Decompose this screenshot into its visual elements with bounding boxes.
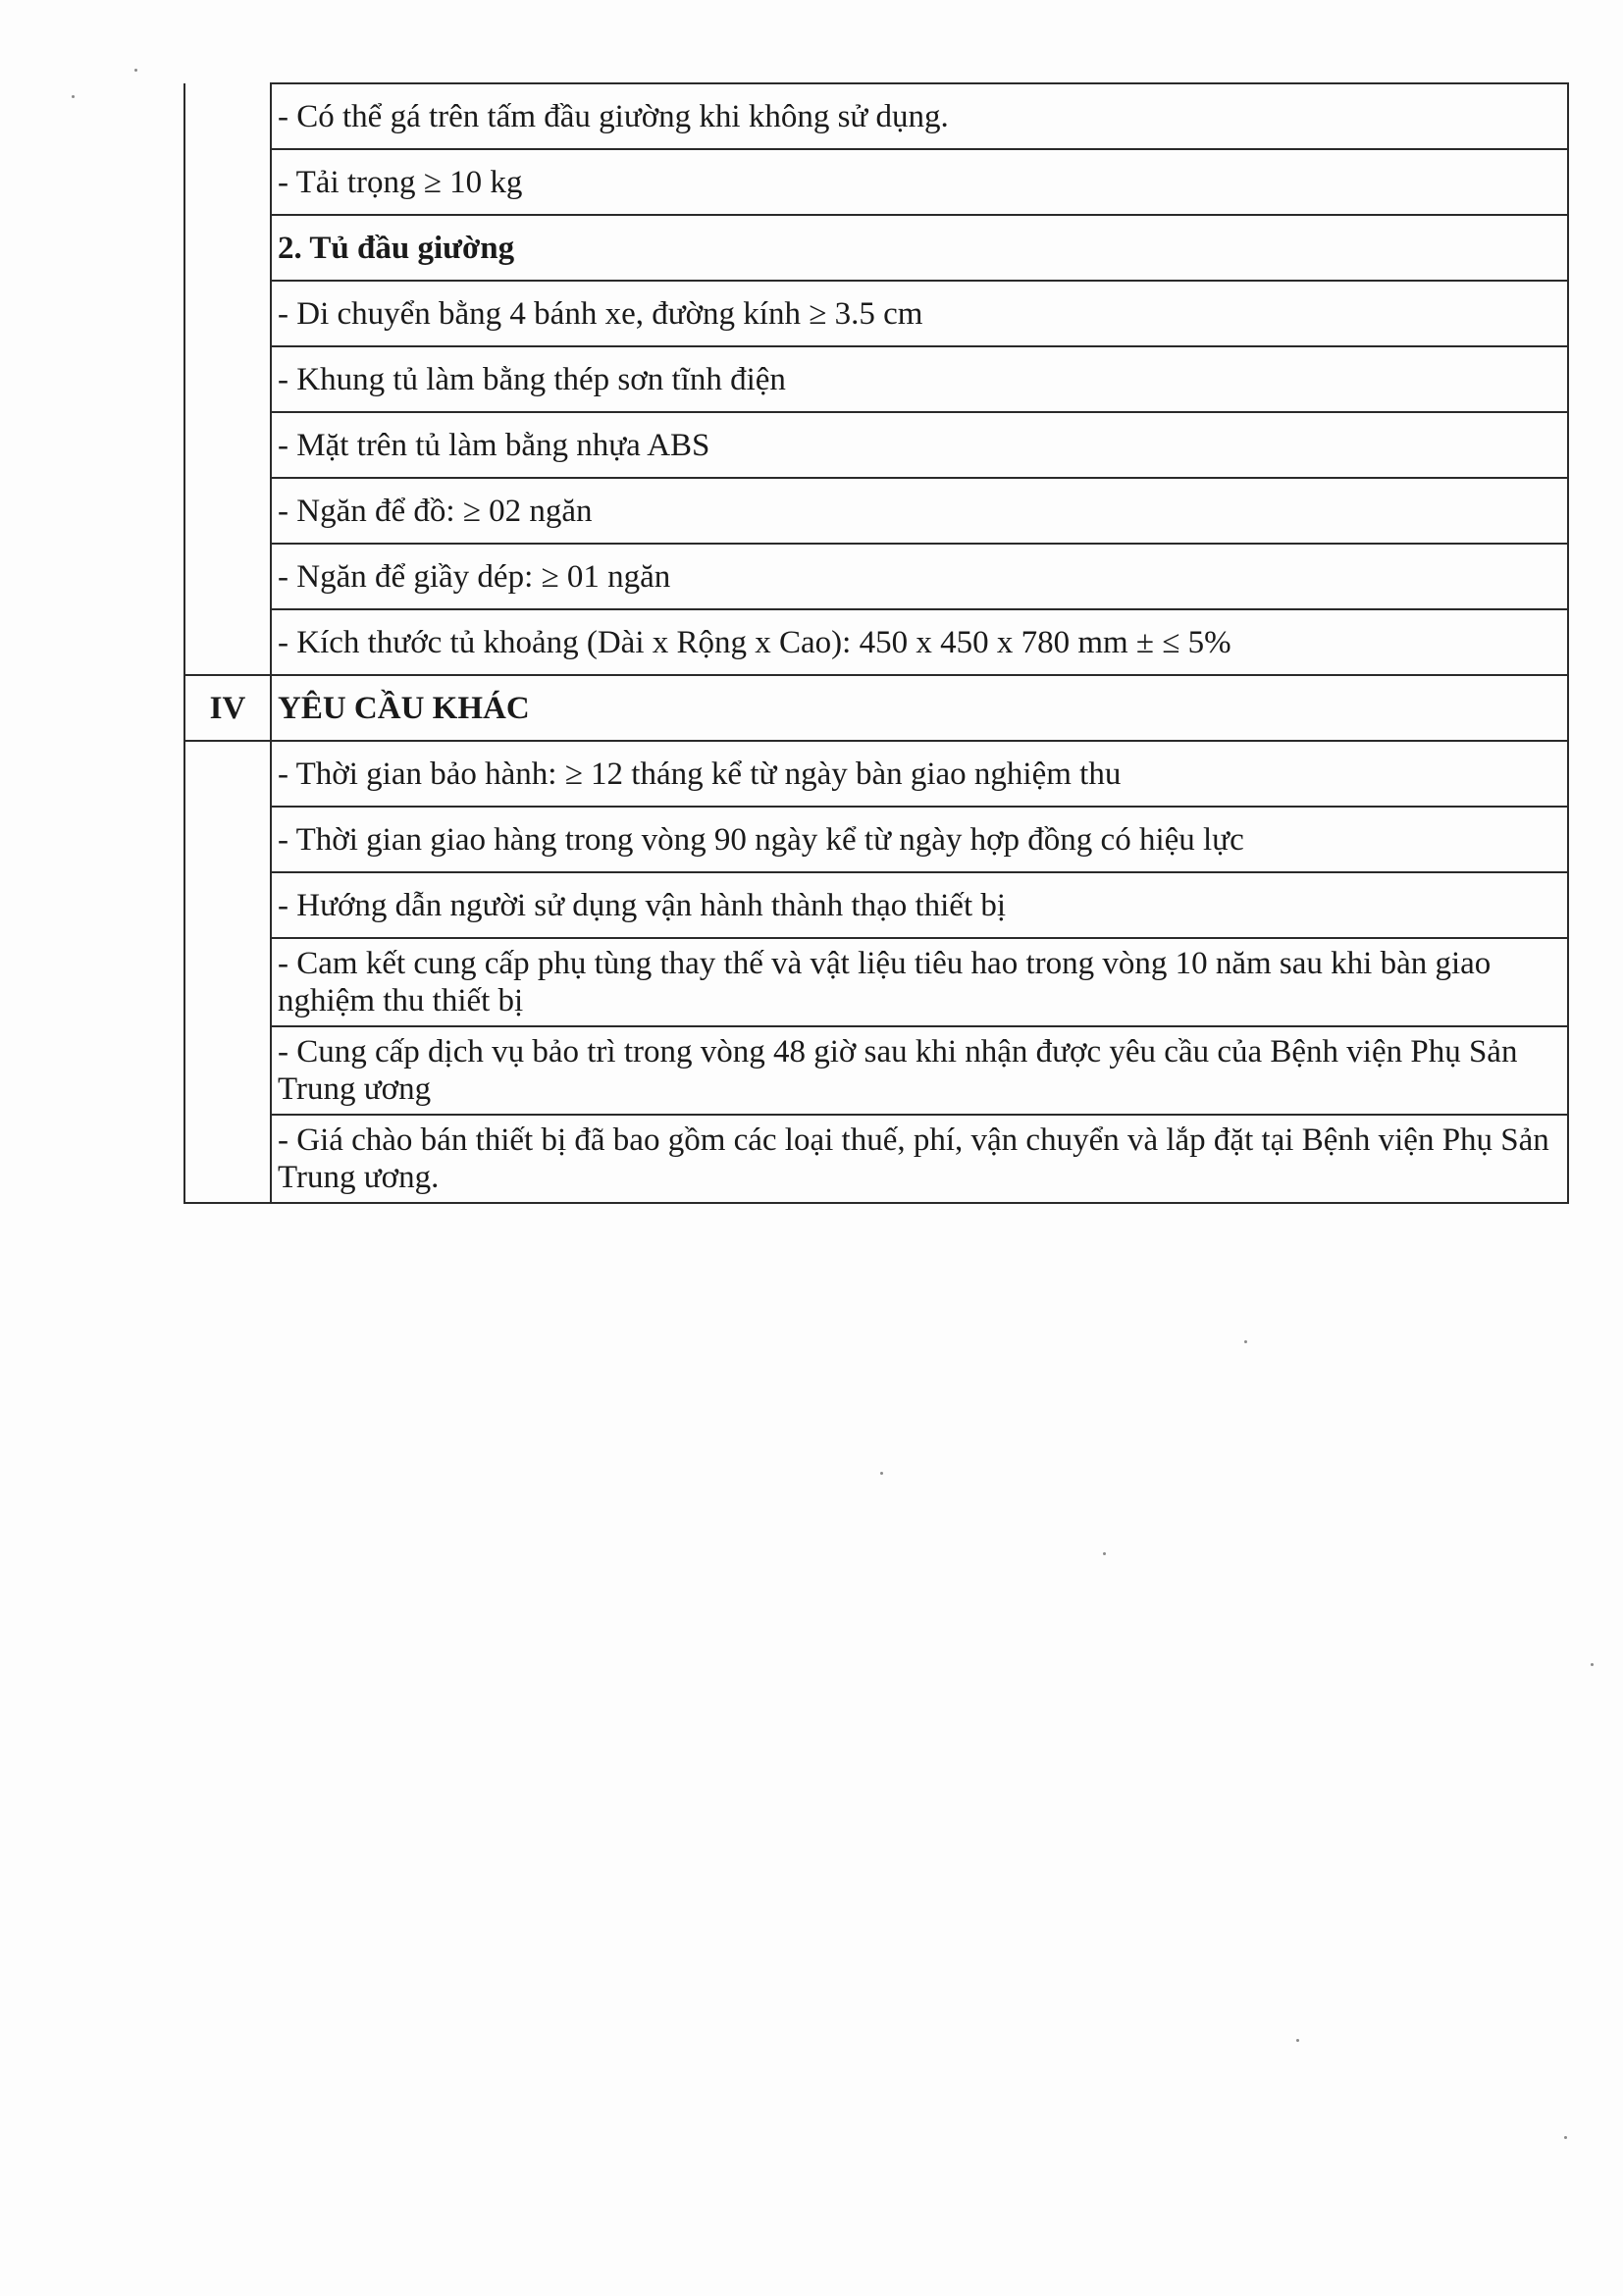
section-number: IV [184,675,271,741]
table-row [184,412,1568,478]
section-header-row [184,675,1568,741]
scan-speck [880,1472,883,1475]
spec-item: - Giá chào bán thiết bị đã bao gồm các loại thuế, phí, vận chuyển và lắp đặt tại Bệnh viện Phụ Sản Trung ương. [271,1115,1568,1203]
scan-speck [1296,2039,1299,2042]
scan-speck [1244,1340,1247,1343]
table-row [184,149,1568,215]
spec-item: - Cam kết cung cấp phụ tùng thay thế và vật liệu tiêu hao trong vòng 10 năm sau khi bàn giao nghiệm thu thiết bị [271,938,1568,1026]
table-row [184,478,1568,544]
spec-item: - Có thể gá trên tấm đầu giường khi không sử dụng. [271,83,1568,149]
spec-item: - Hướng dẫn người sử dụng vận hành thành thạo thiết bị [271,872,1568,938]
spec-item: - Mặt trên tủ làm bằng nhựa ABS [271,412,1568,478]
table-row [184,346,1568,412]
spec-item: - Ngăn để giầy dép: ≥ 01 ngăn [271,544,1568,609]
scan-speck [1564,2136,1567,2139]
table-row [184,741,1568,807]
table-row [184,1115,1568,1203]
specification-table [183,82,1569,1204]
section-number-cell [184,83,271,675]
table-row [184,938,1568,1026]
table-row [184,609,1568,675]
table-row [184,281,1568,346]
spec-item: - Ngăn để đồ: ≥ 02 ngăn [271,478,1568,544]
section-title: YÊU CẦU KHÁC [271,675,1568,741]
section-number-cell [184,741,271,1203]
spec-item: - Cung cấp dịch vụ bảo trì trong vòng 48 giờ sau khi nhận được yêu cầu của Bệnh viện Phụ Sản Trung ương [271,1026,1568,1115]
spec-item: - Thời gian bảo hành: ≥ 12 tháng kể từ ngày bàn giao nghiệm thu [271,741,1568,807]
table-row [184,807,1568,872]
scan-speck [1103,1552,1106,1555]
scan-speck [72,95,75,98]
subsection-heading: 2. Tủ đầu giường [271,215,1568,281]
spec-item: - Di chuyển bằng 4 bánh xe, đường kính ≥ 3.5 cm [271,281,1568,346]
spec-item: - Kích thước tủ khoảng (Dài x Rộng x Cao): 450 x 450 x 780 mm ± ≤ 5% [271,609,1568,675]
table-row [184,544,1568,609]
table-row [184,215,1568,281]
table-row [184,872,1568,938]
scan-speck [1591,1663,1594,1666]
spec-item: - Khung tủ làm bằng thép sơn tĩnh điện [271,346,1568,412]
spec-item: - Tải trọng ≥ 10 kg [271,149,1568,215]
spec-item: - Thời gian giao hàng trong vòng 90 ngày kể từ ngày hợp đồng có hiệu lực [271,807,1568,872]
table-row [184,1026,1568,1115]
table-row [184,83,1568,149]
scan-speck [134,69,137,72]
